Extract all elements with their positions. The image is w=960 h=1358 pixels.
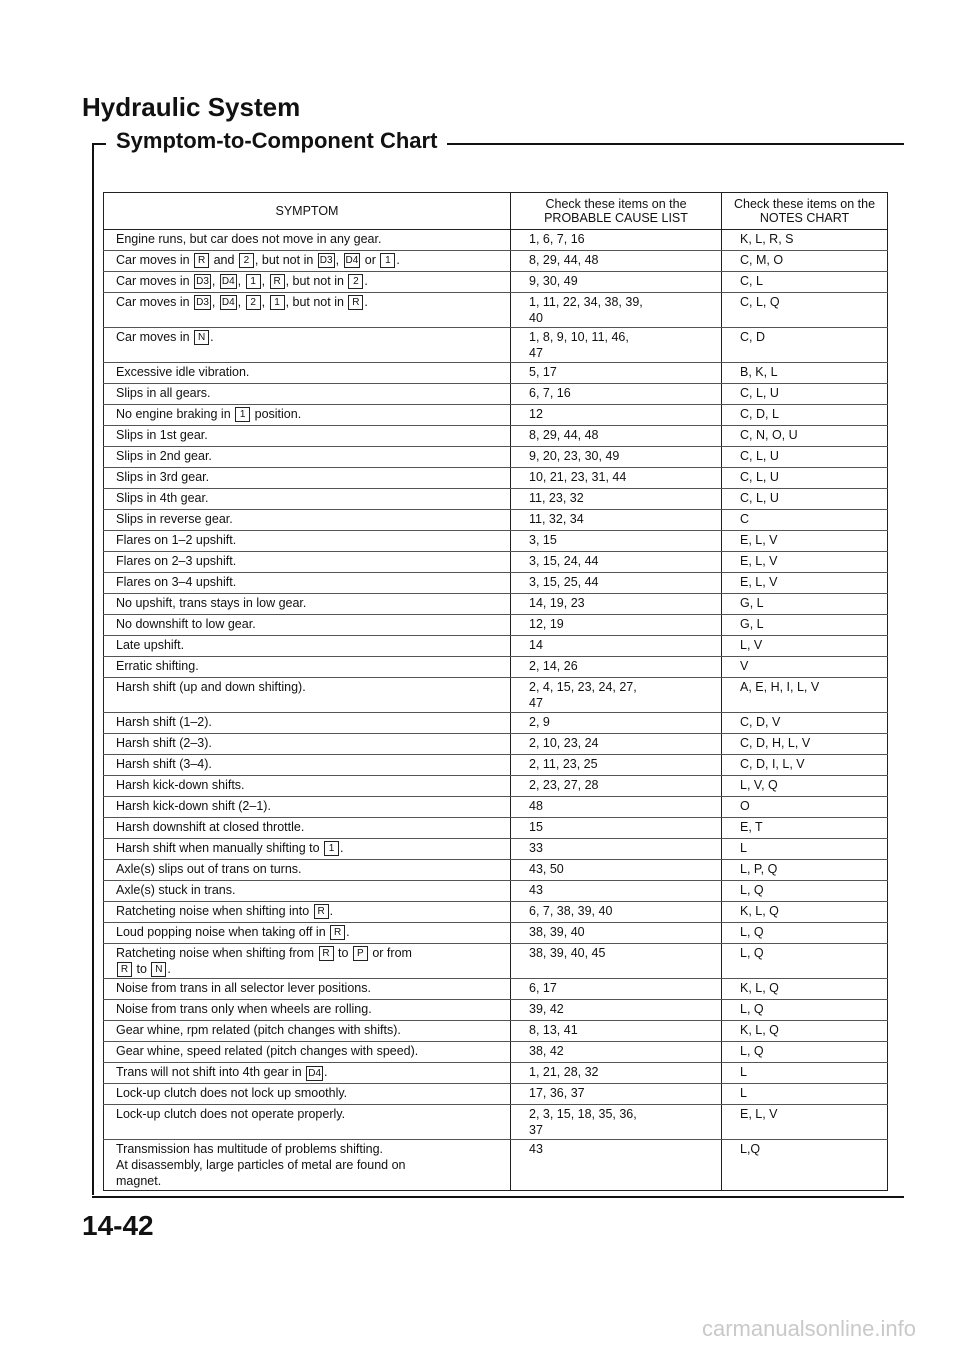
gear-position-box: R	[314, 904, 329, 919]
page-number: 14-42	[82, 1210, 154, 1241]
gear-position-box: D4	[221, 276, 235, 288]
table-row	[104, 426, 888, 447]
cause-cell: 2, 9	[511, 713, 722, 734]
cause-cell: 48	[511, 797, 722, 818]
symptom-cell: Car moves in D3 , D4 , 2 , 1 , but not in R .	[104, 293, 511, 328]
symptom-cell: Slips in reverse gear.	[104, 510, 511, 531]
notes-cell: C, L, U	[722, 489, 888, 510]
cause-cell: 9, 30, 49	[511, 272, 722, 293]
notes-cell: G, L	[722, 615, 888, 636]
notes-cell: K, L, R, S	[722, 230, 888, 251]
table-row	[104, 1021, 888, 1042]
table-row	[104, 944, 888, 979]
cause-cell: 43, 50	[511, 860, 722, 881]
table-row	[104, 678, 888, 713]
table-row	[104, 293, 888, 328]
symptom-cell: Erratic shifting.	[104, 657, 511, 678]
notes-cell: K, L, Q	[722, 1021, 888, 1042]
symptom-cell: Lock-up clutch does not lock up smoothly.	[104, 1084, 511, 1105]
symptom-cell: No upshift, trans stays in low gear.	[104, 594, 511, 615]
section-title: Symptom-to-Component Chart	[106, 128, 447, 154]
table-row	[104, 1105, 888, 1140]
table-row	[104, 818, 888, 839]
symptom-cell: Harsh shift (3–4).	[104, 755, 511, 776]
notes-cell: L,Q	[722, 1140, 888, 1191]
notes-header-line2: NOTES CHART	[759, 211, 850, 225]
cause-cell: 8, 29, 44, 48	[511, 426, 722, 447]
notes-cell: E, L, V	[722, 573, 888, 594]
symptom-cell: Gear whine, rpm related (pitch changes with shifts).	[104, 1021, 511, 1042]
gear-position-box: 1	[246, 274, 261, 289]
table-header-row	[104, 193, 888, 230]
cause-cell: 38, 42	[511, 1042, 722, 1063]
cause-cell: 2, 10, 23, 24	[511, 734, 722, 755]
notes-cell: C, L	[722, 272, 888, 293]
notes-cell: O	[722, 797, 888, 818]
symptom-cell: Flares on 1–2 upshift.	[104, 531, 511, 552]
cause-cell: 43	[511, 1140, 722, 1191]
notes-header-line1: Check these items on the	[733, 197, 876, 211]
table-row	[104, 1042, 888, 1063]
table-body	[104, 230, 888, 1191]
notes-cell: C, L, U	[722, 447, 888, 468]
table-row	[104, 860, 888, 881]
notes-cell: L, Q	[722, 923, 888, 944]
table-row	[104, 713, 888, 734]
cause-cell: 43	[511, 881, 722, 902]
cause-cell: 9, 20, 23, 30, 49	[511, 447, 722, 468]
table-row	[104, 531, 888, 552]
table-row	[104, 363, 888, 384]
symptom-cell: Slips in 4th gear.	[104, 489, 511, 510]
table-row	[104, 734, 888, 755]
symptom-cell: Engine runs, but car does not move in any gear.	[104, 230, 511, 251]
notes-cell: L, Q	[722, 944, 888, 979]
table-row	[104, 552, 888, 573]
symptom-cell: Harsh kick-down shifts.	[104, 776, 511, 797]
notes-cell: E, L, V	[722, 1105, 888, 1140]
notes-cell: C, N, O, U	[722, 426, 888, 447]
table-row	[104, 573, 888, 594]
cause-cell: 2, 11, 23, 25	[511, 755, 722, 776]
table-row	[104, 923, 888, 944]
symptom-cell: Slips in 1st gear.	[104, 426, 511, 447]
gear-position-box: D3	[319, 255, 333, 267]
notes-cell: C, L, Q	[722, 293, 888, 328]
symptom-cell: Slips in 3rd gear.	[104, 468, 511, 489]
gear-position-box: D4	[345, 255, 359, 267]
notes-cell: C	[722, 510, 888, 531]
notes-cell: L	[722, 1084, 888, 1105]
notes-cell: C, D, L	[722, 405, 888, 426]
table-row	[104, 1063, 888, 1084]
bottom-rule	[92, 1196, 904, 1198]
gear-position-box: D3	[196, 276, 209, 288]
cause-cell: 1, 6, 7, 16	[511, 230, 722, 251]
gear-position-box: R	[194, 253, 209, 268]
table-row	[104, 776, 888, 797]
cause-cell: 11, 23, 32	[511, 489, 722, 510]
symptom-cell: Harsh shift (2–3).	[104, 734, 511, 755]
gear-position-box: N	[151, 962, 166, 977]
cause-cell: 2, 3, 15, 18, 35, 36, 37	[511, 1105, 722, 1140]
symptom-cell: Noise from trans in all selector lever positions.	[104, 979, 511, 1000]
symptom-cell: Car moves in R and 2 , but not in D3 , D4 or 1 .	[104, 251, 511, 272]
notes-cell: K, L, Q	[722, 979, 888, 1000]
section-bracket	[92, 143, 94, 1195]
table-row	[104, 405, 888, 426]
table-row	[104, 881, 888, 902]
table-row	[104, 251, 888, 272]
cause-cell: 14	[511, 636, 722, 657]
notes-cell: L, Q	[722, 1000, 888, 1021]
symptom-cell: Ratcheting noise when shifting from R to P or from R to N .	[104, 944, 511, 979]
notes-cell: C, D, V	[722, 713, 888, 734]
symptom-cell: Harsh downshift at closed throttle.	[104, 818, 511, 839]
gear-position-box: 1	[324, 841, 339, 856]
notes-cell: C, L, U	[722, 468, 888, 489]
notes-cell: L, V	[722, 636, 888, 657]
notes-cell: E, L, V	[722, 552, 888, 573]
cause-cell: 8, 29, 44, 48	[511, 251, 722, 272]
table-row	[104, 468, 888, 489]
table-row	[104, 657, 888, 678]
cause-cell: 33	[511, 839, 722, 860]
symptom-cell: Flares on 3–4 upshift.	[104, 573, 511, 594]
notes-cell: C, D	[722, 328, 888, 363]
cause-cell: 2, 14, 26	[511, 657, 722, 678]
cause-cell: 12, 19	[511, 615, 722, 636]
cause-cell: 8, 13, 41	[511, 1021, 722, 1042]
notes-cell: L, Q	[722, 881, 888, 902]
cause-cell: 6, 17	[511, 979, 722, 1000]
symptom-cell: Late upshift.	[104, 636, 511, 657]
cause-cell: 2, 4, 15, 23, 24, 27, 47	[511, 678, 722, 713]
cause-cell: 39, 42	[511, 1000, 722, 1021]
table-row	[104, 1140, 888, 1191]
symptom-cell: Axle(s) slips out of trans on turns.	[104, 860, 511, 881]
symptom-header: SYMPTOM	[104, 193, 511, 230]
notes-cell: K, L, Q	[722, 902, 888, 923]
table-row	[104, 328, 888, 363]
gear-position-box: R	[348, 295, 363, 310]
cause-cell: 1, 11, 22, 34, 38, 39, 40	[511, 293, 722, 328]
page-title: Hydraulic System	[82, 92, 301, 122]
symptom-cell: Car moves in D3 , D4 , 1 , R , but not in 2 .	[104, 272, 511, 293]
gear-position-box: D3	[196, 297, 209, 309]
cause-cell: 14, 19, 23	[511, 594, 722, 615]
gear-position-box: D4	[308, 1067, 322, 1079]
cause-cell: 38, 39, 40, 45	[511, 944, 722, 979]
cause-header-line2: PROBABLE CAUSE LIST	[544, 211, 688, 225]
table-row	[104, 230, 888, 251]
notes-cell: A, E, H, I, L, V	[722, 678, 888, 713]
cause-cell: 15	[511, 818, 722, 839]
table-row	[104, 1084, 888, 1105]
symptom-chart	[103, 192, 888, 1191]
gear-position-box: 1	[235, 407, 250, 422]
symptom-cell: Transmission has multitude of problems shifting. At disassembly, large particles of metal are found on magnet.	[104, 1140, 511, 1191]
gear-position-box: R	[270, 274, 285, 289]
cause-cell: 1, 8, 9, 10, 11, 46, 47	[511, 328, 722, 363]
section-header	[92, 128, 904, 168]
table-row	[104, 594, 888, 615]
table-row	[104, 489, 888, 510]
notes-cell: V	[722, 657, 888, 678]
cause-cell: 5, 17	[511, 363, 722, 384]
cause-cell: 1, 21, 28, 32	[511, 1063, 722, 1084]
cause-header	[511, 193, 722, 230]
table-row	[104, 797, 888, 818]
gear-position-box: 2	[239, 253, 254, 268]
table-row	[104, 755, 888, 776]
watermark: carmanualsonline.info	[701, 1316, 916, 1341]
table-row	[104, 839, 888, 860]
table-row	[104, 510, 888, 531]
table-row	[104, 447, 888, 468]
notes-cell: L, P, Q	[722, 860, 888, 881]
notes-cell: L, Q	[722, 1042, 888, 1063]
cause-cell: 38, 39, 40	[511, 923, 722, 944]
gear-position-box: 1	[380, 253, 395, 268]
symptom-cell: Harsh shift (up and down shifting).	[104, 678, 511, 713]
notes-cell: L	[722, 1063, 888, 1084]
cause-cell: 3, 15	[511, 531, 722, 552]
gear-position-box: R	[117, 962, 132, 977]
gear-position-box: R	[330, 925, 345, 940]
cause-header-line1: Check these items on the	[545, 197, 687, 211]
notes-cell: E, T	[722, 818, 888, 839]
table-row	[104, 636, 888, 657]
notes-cell: C, D, H, L, V	[722, 734, 888, 755]
notes-cell: L	[722, 839, 888, 860]
symptom-cell: Slips in 2nd gear.	[104, 447, 511, 468]
notes-cell: G, L	[722, 594, 888, 615]
table-row	[104, 272, 888, 293]
cause-cell: 10, 21, 23, 31, 44	[511, 468, 722, 489]
symptom-cell: No engine braking in 1 position.	[104, 405, 511, 426]
symptom-cell: Gear whine, speed related (pitch changes with speed).	[104, 1042, 511, 1063]
symptom-cell: Harsh shift when manually shifting to 1 .	[104, 839, 511, 860]
table-row	[104, 384, 888, 405]
symptom-table	[103, 192, 888, 1191]
gear-position-box: D4	[221, 297, 235, 309]
symptom-cell: Ratcheting noise when shifting into R .	[104, 902, 511, 923]
notes-cell: E, L, V	[722, 531, 888, 552]
symptom-cell: Harsh shift (1–2).	[104, 713, 511, 734]
cause-cell: 11, 32, 34	[511, 510, 722, 531]
notes-cell: L, V, Q	[722, 776, 888, 797]
gear-position-box: N	[194, 330, 209, 345]
cause-cell: 3, 15, 25, 44	[511, 573, 722, 594]
table-row	[104, 1000, 888, 1021]
notes-cell: C, M, O	[722, 251, 888, 272]
gear-position-box: 1	[270, 295, 285, 310]
symptom-cell: Lock-up clutch does not operate properly.	[104, 1105, 511, 1140]
symptom-cell: Axle(s) stuck in trans.	[104, 881, 511, 902]
cause-cell: 6, 7, 16	[511, 384, 722, 405]
symptom-cell: Noise from trans only when wheels are rolling.	[104, 1000, 511, 1021]
symptom-cell: Excessive idle vibration.	[104, 363, 511, 384]
cause-cell: 17, 36, 37	[511, 1084, 722, 1105]
gear-position-box: 2	[246, 295, 261, 310]
symptom-cell: Car moves in N .	[104, 328, 511, 363]
table-row	[104, 979, 888, 1000]
notes-cell: C, L, U	[722, 384, 888, 405]
notes-header	[722, 193, 888, 230]
symptom-cell: Flares on 2–3 upshift.	[104, 552, 511, 573]
gear-position-box: R	[319, 946, 334, 961]
cause-cell: 12	[511, 405, 722, 426]
symptom-cell: Loud popping noise when taking off in R .	[104, 923, 511, 944]
cause-cell: 2, 23, 27, 28	[511, 776, 722, 797]
symptom-cell: Harsh kick-down shift (2–1).	[104, 797, 511, 818]
cause-cell: 6, 7, 38, 39, 40	[511, 902, 722, 923]
symptom-cell: No downshift to low gear.	[104, 615, 511, 636]
notes-cell: C, D, I, L, V	[722, 755, 888, 776]
table-row	[104, 902, 888, 923]
gear-position-box: P	[353, 946, 368, 961]
symptom-cell: Slips in all gears.	[104, 384, 511, 405]
cause-cell: 3, 15, 24, 44	[511, 552, 722, 573]
notes-cell: B, K, L	[722, 363, 888, 384]
table-row	[104, 615, 888, 636]
gear-position-box: 2	[348, 274, 363, 289]
symptom-cell: Trans will not shift into 4th gear in D4 .	[104, 1063, 511, 1084]
